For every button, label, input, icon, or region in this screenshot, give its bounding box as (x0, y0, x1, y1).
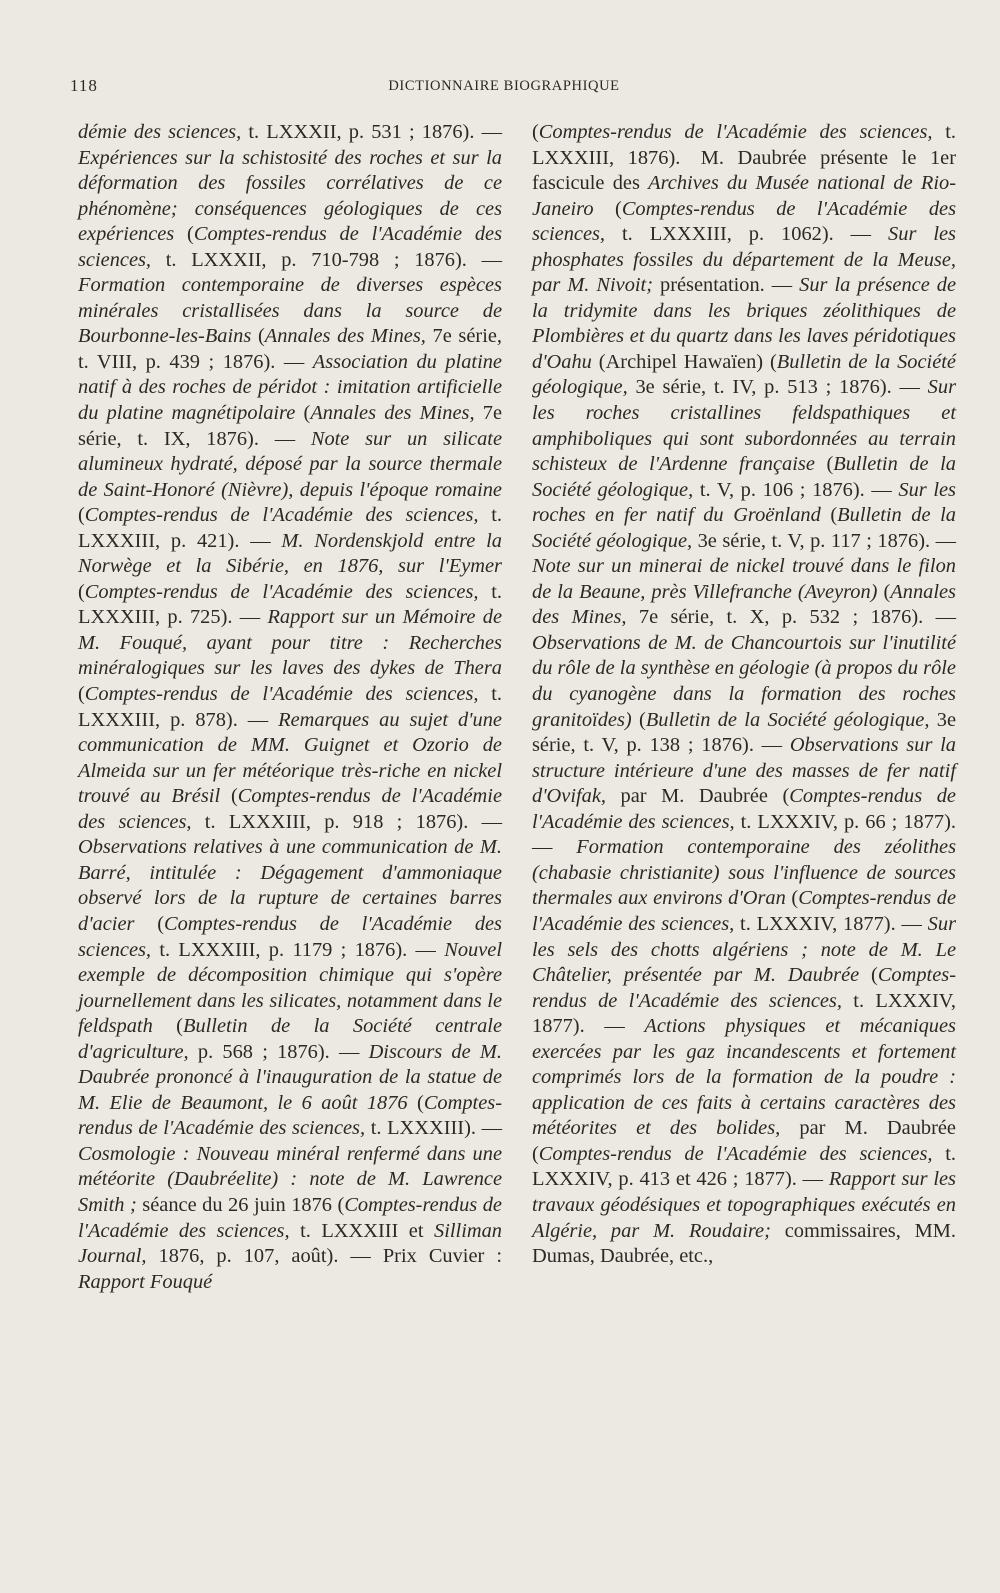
right-column-run: Comptes-rendus de l'Académie des sciences, (532, 887, 956, 935)
left-column-run: Formation contemporaine de diverses espèces minérales cristallisées dans la source de Bourbonne-les-Bains (78, 274, 502, 348)
left-column-run: Comptes-rendus de l'Académie des sciences, (84, 580, 479, 603)
right-column-run: ( (785, 887, 799, 910)
left-column-run: M. Nordenskjold entre la Norwège et la Sibérie, en 1876, sur l'Eymer (78, 529, 502, 578)
left-column-run: ( (152, 1015, 183, 1038)
left-column-run: Comptes-rendus de l'Académie des sciences, (78, 1091, 502, 1140)
left-column-run: ( (295, 402, 311, 425)
left-column-run: ( (220, 785, 238, 808)
left-column-run: Observations relatives à une communication de M. Barré, intitulée : Dégagement d'ammoniaque observé lors de la rupture de certaines barres d'acier (78, 836, 502, 935)
right-column-run: 3e série, t. IV, p. 513 ; 1876). — (627, 376, 928, 399)
left-column-run: 1876, p. 107, août). — Prix Cuvier : (146, 1245, 502, 1268)
right-column-run: 3e série, t. V, p. 117 ; 1876). — (692, 529, 956, 552)
right-column-run: t. LXXXIII, p. 1062). — (605, 223, 889, 246)
right-column-run: Rapport sur les travaux géodésiques et topographiques exécutés en Algérie, par M. Roudaire; (532, 1168, 956, 1242)
right-column-run: t. V, p. 106 ; 1876). — (693, 478, 899, 501)
right-column-run: Comptes-rendus de l'Académie des sciences, (538, 1142, 933, 1165)
left-column-run: Annales des Mines, (310, 402, 475, 425)
left-column-run: Comptes-rendus de l'Académie des sciences, (78, 912, 502, 961)
right-column-run: ( (859, 964, 878, 987)
left-column-run: Expériences sur la schistosité des roches et sur la déformation des fossiles corrélatives de ce phénomène; conséquences géologiques de ces expériences (78, 146, 502, 246)
left-column-run: Cosmologie : Nouveau minéral renfermé dans une météorite (Daubréelite) : note de M. Lawrence Smith ; (78, 1142, 502, 1216)
right-column-run: Sur la présence de la tridymite dans les briques zéolithiques de Plombières et du quartz dans les laves péridotiques d'Oahu (532, 274, 956, 373)
right-column-run: Bulletin de la Société géologique, (532, 453, 957, 501)
right-column-run: t. LXXXIV, p. 66 ; 1877). — (532, 810, 956, 859)
left-column-run: t. LXXXII, p. 710-798 ; 1876). — (151, 248, 502, 271)
right-column-run: Observations sur la structure intérieure d'une des masses de fer natif d'Ovifak, (532, 734, 956, 808)
right-column-run: Sur les phosphates fossiles du département de la Meuse, par M. Nivoit; (532, 223, 956, 297)
left-column-run: ( (134, 912, 164, 935)
left-column-run: ( (78, 504, 85, 527)
left-column-run: Comptes-rendus de l'Académie des sciences, (84, 504, 479, 527)
right-column-run: ( (877, 580, 891, 603)
right-column-run: ( (631, 708, 646, 731)
right-column-run: présentation. — (653, 274, 800, 297)
left-column-run: Comptes-rendus de l'Académie des sciences, (84, 683, 479, 706)
right-column-run: t. LXXXIV, 1877). — (734, 912, 928, 935)
right-column-run: Actions physiques et mécaniques exercées par les gaz incandescents et fortement comprimés lors de la formation de la poudre : application de ces faits à certains caractères des météorites et des bolides, (532, 1015, 956, 1140)
right-column-run: t. LXXXIV, p. 413 et 426 ; 1877). — (532, 1142, 956, 1191)
left-column-run: t. LXXXIII, p. 421). — (78, 504, 502, 552)
left-column (78, 120, 502, 1295)
right-column-run: Comptes-rendus de l'Académie des sciences, (532, 964, 956, 1012)
right-column-run: Observations de M. de Chancourtois sur l'inutilité du rôle de la synthèse en géologie (à propos du rôle du cyanogène dans la formation des roches granitoïdes) (532, 631, 956, 731)
left-column-run: démie des sciences, (78, 121, 242, 143)
left-column-run: ( (78, 683, 85, 706)
right-column-run: 3e série, t. V, p. 138 ; 1876). — (532, 708, 957, 757)
left-column-run: Remarques au sujet d'une communication de MM. Guignet et Ozorio de Almeida sur un fer météorique très-riche en nickel trouvé au Brésil (78, 708, 502, 808)
right-column-run: Archives du Musée national de Rio-Janeiro (532, 172, 956, 220)
right-column-run: (Archipel Hawaïen) ( (591, 350, 777, 373)
right-column-run: Sur les sels des chotts algériens ; note de M. Le Châtelier, présentée par M. Daubrée (532, 912, 956, 987)
right-column-run: Bulletin de la Société géologique, (532, 350, 956, 399)
left-column-run: t. LXXXIII, p. 918 ; 1876). — (191, 810, 502, 833)
left-column-run: Nouvel exemple de décomposition chimique qui s'opère journellement dans les silicates, notamment dans le feldspath (78, 938, 502, 1038)
right-column-run: Annales des Mines, (532, 580, 956, 629)
left-column-run: ( (78, 580, 85, 603)
right-column-run: t. LXXXIV, 1877). — (532, 989, 956, 1038)
right-column-run: par M. Daubrée ( (606, 785, 790, 808)
right-column-run: Sur les roches cristallines feldspathiques et amphiboliques qui sont subordonnées au terrain schisteux de l'Ardenne française (532, 376, 956, 476)
left-column-run: Comptes-rendus de l'Académie des sciences, (78, 223, 503, 271)
left-column-run: Annales des Mines, (264, 325, 426, 348)
left-column-run: Rapport sur un Mémoire de M. Fouqué, ayant pour titre : Recherches minéralogiques sur les laves des dykes de Thera (78, 606, 502, 680)
right-column-run: Comptes-rendus de l'Académie des sciences, (538, 121, 933, 143)
right-column-run: t. LXXXIII, 1876). (532, 121, 956, 169)
right-column-run: M. Daubrée présente le 1er fascicule des (532, 146, 956, 195)
right-column-run: ( (820, 504, 838, 527)
right-column-run: 7e série, t. X, p. 532 ; 1876). — (626, 606, 956, 629)
right-column (532, 120, 956, 1270)
left-column-run: t. LXXXIII et (289, 1219, 435, 1242)
right-column-run: Comptes-rendus de l'Académie des sciences, (532, 197, 957, 246)
right-column-text (532, 120, 956, 1270)
left-column-run: Bulletin de la Société centrale d'agriculture, (78, 1015, 503, 1063)
left-column-run: Comptes-rendus de l'Académie des sciences, (78, 785, 502, 833)
page-header (70, 76, 938, 104)
left-column-run: Silliman Journal, (78, 1219, 502, 1268)
left-column-run: t. LXXXIII, p. 878). — (78, 683, 502, 731)
running-title: DICTIONNAIRE BIOGRAPHIQUE (388, 78, 620, 94)
left-column-run: Comptes-rendus de l'Académie des sciences, (78, 1193, 502, 1242)
right-column-run: ( (814, 453, 834, 476)
right-column-run: ( (593, 197, 622, 220)
page-number: 118 (70, 76, 98, 95)
left-column-run: Note sur un silicate alumineux hydraté, déposé par la source thermale de Saint-Honoré (Nièvre), depuis l'époque romaine (78, 427, 502, 501)
left-column-run: Rapport Fouqué (78, 1270, 213, 1293)
right-column-run: Comptes-rendus de l'Académie des sciences, (532, 785, 956, 833)
left-column-run: t. LXXXII, p. 531 ; 1876). — (241, 121, 502, 143)
left-column-run: séance du 26 juin 1876 ( (136, 1193, 345, 1216)
right-column-run: Formation contemporaine des zéolithes (chabasie christianite) sous l'influence de sources thermales aux environs d'Oran (532, 836, 956, 910)
left-column-run: 7e série, t. VIII, p. 439 ; 1876). — (78, 325, 503, 373)
left-column-run: Association du platine natif à des roches de péridot : imitation artificielle du platine magnétipolaire (78, 350, 502, 425)
left-column-run: t. LXXXIII, p. 725). — (78, 580, 502, 629)
left-column-run: ( (407, 1091, 424, 1114)
left-column-run: t. LXXXIII, p. 1179 ; 1876). — (151, 938, 445, 961)
right-column-run: commissaires, MM. Dumas, Daubrée, etc., (532, 1219, 956, 1268)
left-column-run: ( (174, 223, 194, 246)
right-column-run: Sur les roches en fer natif du Groënland (532, 478, 956, 527)
left-column-run: 7e série, t. IX, 1876). — (78, 402, 503, 450)
right-column-run: Note sur un minerai de nickel trouvé dans le filon de la Beaune, près Villefranche (Aveyron) (532, 555, 956, 603)
left-column-run: p. 568 ; 1876). — (188, 1040, 369, 1063)
left-column-run: t. LXXXIII). — (365, 1117, 502, 1140)
left-column-run: Discours de M. Daubrée prononcé à l'inauguration de la statue de M. Elie de Beaumont, le 6 août 1876 (78, 1040, 502, 1114)
right-column-run: Bulletin de la Société géologique, (645, 708, 930, 731)
left-column-text (78, 120, 502, 1295)
right-column-run: par M. Daubrée ( (532, 1117, 956, 1165)
left-column-run: ( (251, 325, 265, 348)
right-column-run: ( (532, 121, 539, 143)
right-column-run: Bulletin de la Société géologique, (532, 504, 956, 552)
